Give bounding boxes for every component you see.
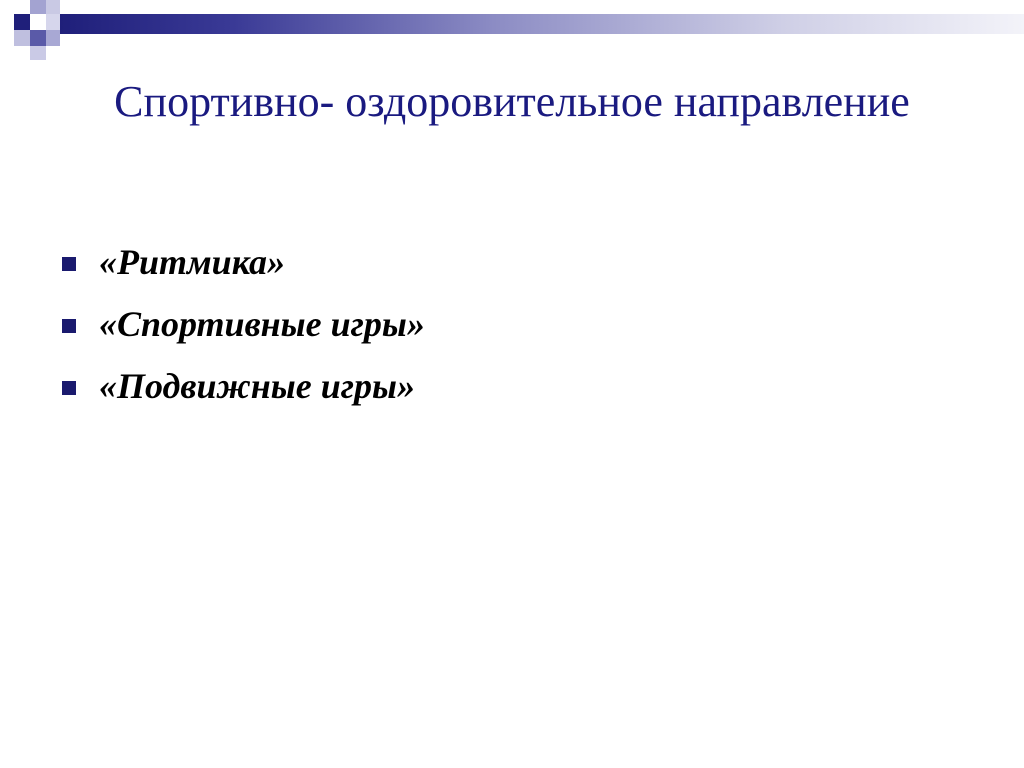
square-bullet-icon — [62, 381, 76, 395]
list-item — [62, 231, 962, 293]
corner-square-dark — [14, 14, 30, 30]
bullet-list — [62, 231, 962, 417]
bullet-text: «Подвижные игры» — [99, 366, 416, 406]
corner-square-light — [30, 0, 46, 14]
list-item — [62, 293, 962, 355]
header-gradient-bar — [60, 14, 1024, 34]
corner-square-light — [46, 14, 60, 30]
corner-square-light — [14, 30, 30, 46]
corner-square-light — [46, 30, 60, 46]
corner-square-light — [46, 0, 60, 14]
corner-square-medium — [30, 30, 46, 46]
bullet-text: «Ритмика» — [99, 242, 286, 282]
bullet-text: «Спортивные игры» — [99, 304, 425, 344]
corner-square-light — [30, 46, 46, 60]
list-item — [62, 355, 962, 417]
square-bullet-icon — [62, 319, 76, 333]
square-bullet-icon — [62, 257, 76, 271]
slide-title: Спортивно- оздоровительное направление — [114, 77, 910, 126]
